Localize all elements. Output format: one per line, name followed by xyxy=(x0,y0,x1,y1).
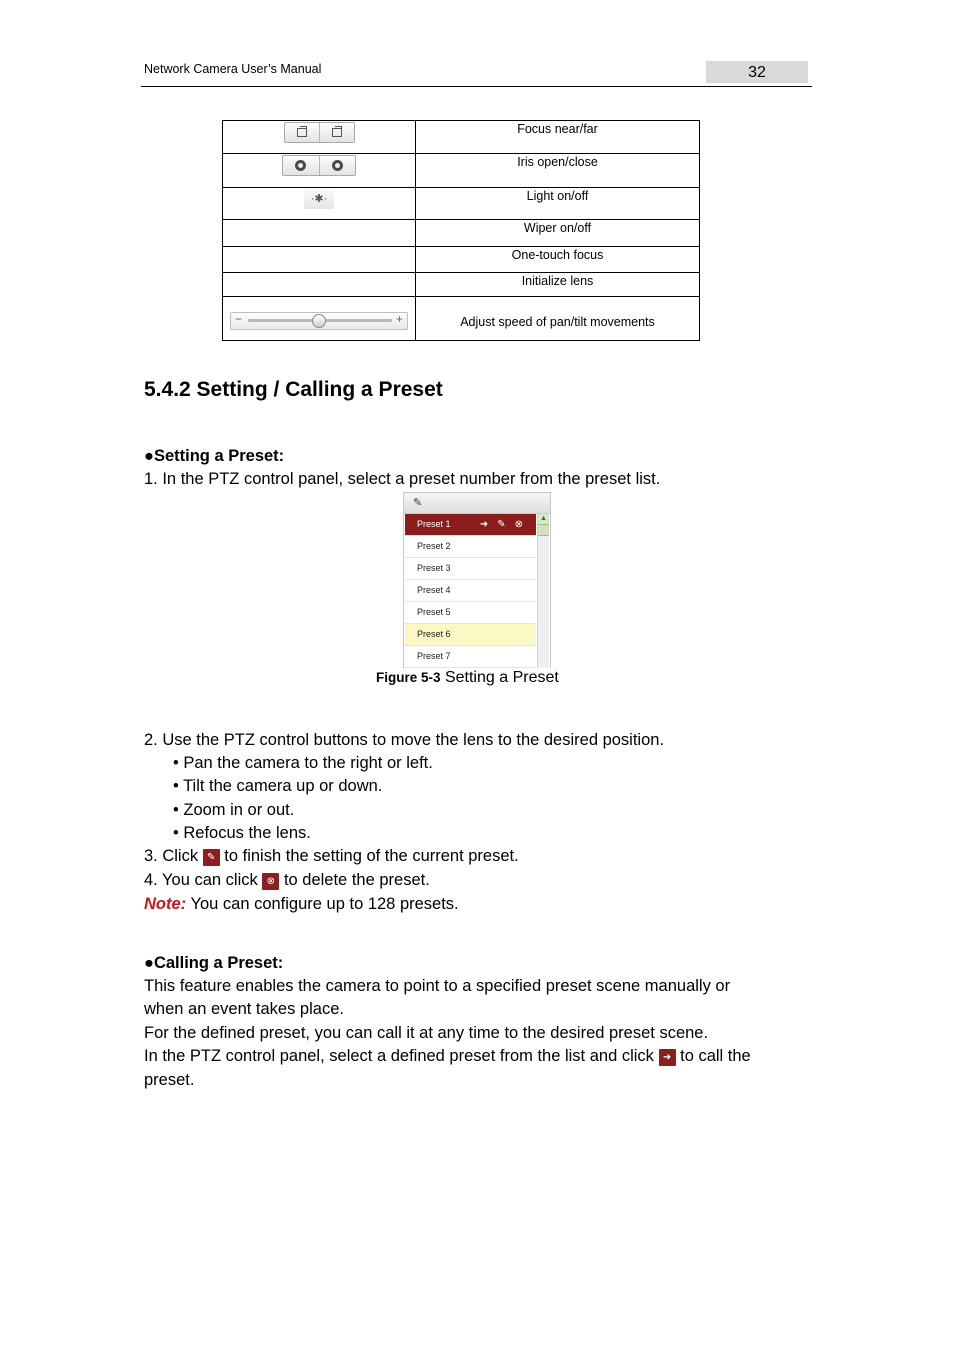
list-item: Preset 4 xyxy=(405,580,536,602)
step-2: 2. Use the PTZ control buttons to move the lens to the desired position. xyxy=(144,731,665,749)
figure-title: Setting a Preset xyxy=(444,669,559,686)
table-cell-icon xyxy=(223,154,416,188)
calling-line: In the PTZ control panel, select a defined preset from the list and click ➜ to call the xyxy=(144,1047,751,1065)
ptz-control-table xyxy=(222,120,700,341)
bullet-item: • Pan the camera to the right or left. xyxy=(173,754,433,772)
table-cell-label: Initialize lens xyxy=(416,273,700,297)
note-text: You can configure up to 128 presets. xyxy=(190,895,459,913)
calling-line: This feature enables the camera to point to a specified preset scene manually or xyxy=(144,977,731,995)
header-divider xyxy=(141,86,812,87)
minus-icon: − xyxy=(235,312,243,326)
preset-scrollbar xyxy=(537,514,549,668)
table-cell-icon xyxy=(223,247,416,273)
scroll-up-icon: ▲ xyxy=(538,514,549,525)
setting-heading: ●Setting a Preset: xyxy=(144,447,285,465)
preset-op-icons: ➜✎⊗ xyxy=(479,519,532,530)
header-title: Network Camera User’s Manual xyxy=(144,62,322,76)
table-cell-icon xyxy=(223,188,416,220)
table-cell-label: Light on/off xyxy=(416,188,700,220)
plus-icon: + xyxy=(395,312,403,326)
scroll-thumb xyxy=(538,525,549,536)
calling-heading: ●Calling a Preset: xyxy=(144,954,284,972)
calling-line: when an event takes place. xyxy=(144,1000,344,1018)
list-item: Preset 6 xyxy=(405,624,536,646)
list-item: Preset 1 ➜✎⊗ xyxy=(405,514,536,536)
preset-list xyxy=(405,514,536,668)
speed-slider xyxy=(230,312,408,330)
table-cell-label: One-touch focus xyxy=(416,247,700,273)
pencil-icon: ✎ xyxy=(203,849,220,866)
step-3: 3. Click ✎ to finish the setting of the current preset. xyxy=(144,847,519,865)
iris-open-close-icon xyxy=(282,155,356,176)
step-4: 4. You can click ⊗ to delete the preset. xyxy=(144,871,430,889)
table-cell-icon xyxy=(223,220,416,247)
table-cell-icon xyxy=(223,121,416,154)
bullet-item: • Zoom in or out. xyxy=(173,801,295,819)
call-preset-icon: ➜ xyxy=(659,1049,676,1066)
figure-label: Figure 5-3 xyxy=(376,670,441,685)
list-item: Preset 5 xyxy=(405,602,536,624)
bullet-item: • Tilt the camera up or down. xyxy=(173,777,383,795)
table-cell-label: Wiper on/off xyxy=(416,220,700,247)
figure-caption xyxy=(376,669,559,687)
list-item: Preset 3 xyxy=(405,558,536,580)
bullet-item: • Refocus the lens. xyxy=(173,824,311,842)
list-item: Preset 7 xyxy=(405,646,536,668)
note-label: Note: xyxy=(144,895,187,913)
list-item: Preset 2 xyxy=(405,536,536,558)
preset-list-figure xyxy=(403,492,551,668)
preset-toolbar-icon: ✎ xyxy=(413,497,423,509)
calling-line: preset. xyxy=(144,1071,195,1089)
focus-near-far-icon xyxy=(284,122,355,143)
light-icon: ·✱· xyxy=(304,189,334,209)
table-cell-icon xyxy=(223,297,416,341)
table-cell-label: Focus near/far xyxy=(416,121,700,154)
note xyxy=(144,895,459,914)
table-cell-label: Iris open/close xyxy=(416,154,700,188)
preset-toolbar xyxy=(404,493,550,514)
section-title: 5.4.2 Setting / Calling a Preset xyxy=(144,378,443,401)
table-cell-icon xyxy=(223,273,416,297)
slider-knob xyxy=(312,314,326,328)
step-1: 1. In the PTZ control panel, select a preset number from the preset list. xyxy=(144,470,661,488)
calling-line: For the defined preset, you can call it at any time to the desired preset scene. xyxy=(144,1024,709,1042)
table-cell-label: Adjust speed of pan/tilt movements xyxy=(416,297,700,341)
delete-icon: ⊗ xyxy=(262,873,279,890)
page-number: 32 xyxy=(706,61,808,83)
